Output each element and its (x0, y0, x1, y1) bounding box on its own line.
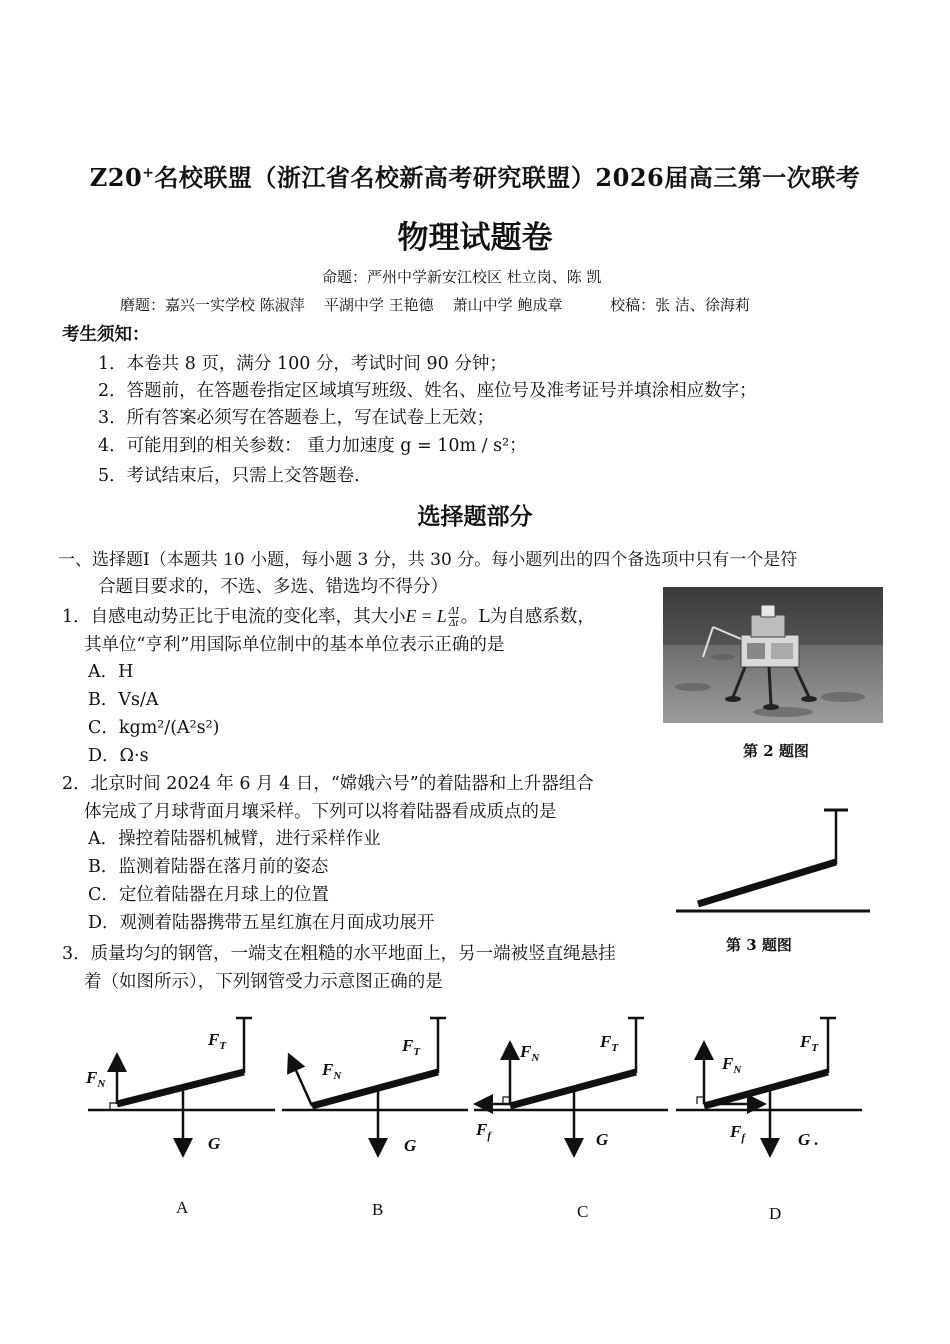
author-line: 命题：严州中学新安江校区 杜立岗、陈 凯 (322, 268, 602, 286)
d-ft-label: $F_T$ (800, 1032, 819, 1054)
b-fn-label: $F_N$ (322, 1060, 342, 1082)
d-fn-label: $F_N$ (722, 1054, 742, 1076)
notice-item: 4．可能用到的相关参数： 重力加速度 g = 10m / s²； (98, 436, 527, 456)
lander-photo-art (663, 587, 883, 723)
a-ft-label: $F_T$ (208, 1030, 227, 1052)
q3-stem: 3．质量均匀的钢管，一端支在粗糙的水平地面上，另一端被竖直绳悬挂 (62, 944, 616, 964)
q2-stem-cont: 体完成了月球背面月壤采样。下列可以将着陆器看成质点的是 (84, 802, 557, 822)
notice-item: 1．本卷共 8 页，满分 100 分，考试时间 90 分钟； (98, 354, 507, 374)
c-ft-label: $F_T$ (600, 1032, 619, 1054)
q3-diagram-a (85, 1018, 275, 1217)
c-letter: C (577, 1202, 589, 1221)
q1-option-c: C．kgm²/(A²s²) (88, 718, 220, 738)
c-g-label: G (596, 1130, 609, 1149)
q2-stem: 2．北京时间 2024 年 6 月 4 日，“嫦娥六号”的着陆器和上升器组合 (62, 774, 594, 794)
q3-figure-caption: 第 3 题图 (726, 936, 792, 954)
q2-figure-caption: 第 2 题图 (743, 742, 809, 760)
a-g-label: G (208, 1134, 221, 1153)
a-fn-label: $F_N$ (86, 1068, 106, 1090)
q1-option-b: B．Vs/A (88, 690, 159, 710)
q3-diagram-d (676, 1018, 862, 1223)
notice-heading: 考生须知： (62, 325, 150, 345)
q3-figure (670, 800, 880, 920)
b-g-label: G (404, 1136, 417, 1155)
d-g-label: G . (798, 1130, 819, 1149)
exam-subtitle: 物理试题卷 (397, 220, 553, 256)
lander-photo (663, 587, 883, 723)
b-ft-label: $F_T$ (402, 1036, 421, 1058)
q2-option-a: A．操控着陆器机械臂，进行采样作业 (88, 829, 381, 849)
d-letter: D (769, 1204, 782, 1223)
notice-item: 3．所有答案必须写在答题卷上，写在试卷上无效； (98, 408, 495, 428)
q3-stem-cont: 着（如图所示），下列钢管受力示意图正确的是 (84, 972, 443, 992)
c-ff-label: $F_f$ (476, 1120, 492, 1142)
part-instruction: 一、选择题Ⅰ（本题共 10 小题，每小题 3 分，共 30 分。每小题列出的四个备选项中只有一个是符 (58, 550, 798, 570)
exam-title: Z20+名校联盟（浙江省名校新高考研究联盟）2026届高三第一次联考 (89, 163, 861, 192)
q3-options-diagrams (0, 1005, 950, 1235)
d-ff-label: $F_f$ (730, 1122, 746, 1144)
q3-diagram-c (474, 1018, 668, 1221)
notice-item: 5．考试结束后，只需上交答题卷. (98, 466, 360, 486)
part-instruction-cont: 合题目要求的，不选、多选、错选均不得分） (98, 577, 448, 597)
q2-option-d: D．观测着陆器携带五星红旗在月面成功展开 (88, 913, 435, 933)
a-letter: A (176, 1198, 189, 1217)
q2-option-b: B．监测着陆器在落月前的姿态 (88, 857, 329, 877)
q3-diagram-b (282, 1018, 468, 1219)
b-letter: B (372, 1200, 384, 1219)
notice-item: 2．答题前，在答题卷指定区域填写班级、姓名、座位号及准考证号并填涂相应数字； (98, 381, 757, 401)
q2-option-c: C．定位着陆器在月球上的位置 (88, 885, 329, 905)
section-title: 选择题部分 (417, 503, 533, 530)
formula-fraction: $\frac{\Delta I}{\Delta t}$ (448, 605, 459, 629)
q1-stem: 1．自感电动势正比于电流的变化率，其大小E = L $\frac{\Delta I}{\Delta t}$ 。L为自感系数， (62, 605, 595, 629)
q1-option-d: D．Ω·s (88, 746, 149, 766)
review-line: 磨题：嘉兴一实学校 陈淑萍 平湖中学 王艳德 萧山中学 鲍成章 校稿：张 洁、徐海莉 (120, 296, 750, 314)
q1-stem-cont: 其单位“亨利”用国际单位制中的基本单位表示正确的是 (84, 635, 505, 655)
c-fn-label: $F_N$ (520, 1042, 540, 1064)
q1-option-a: A．H (88, 662, 134, 682)
